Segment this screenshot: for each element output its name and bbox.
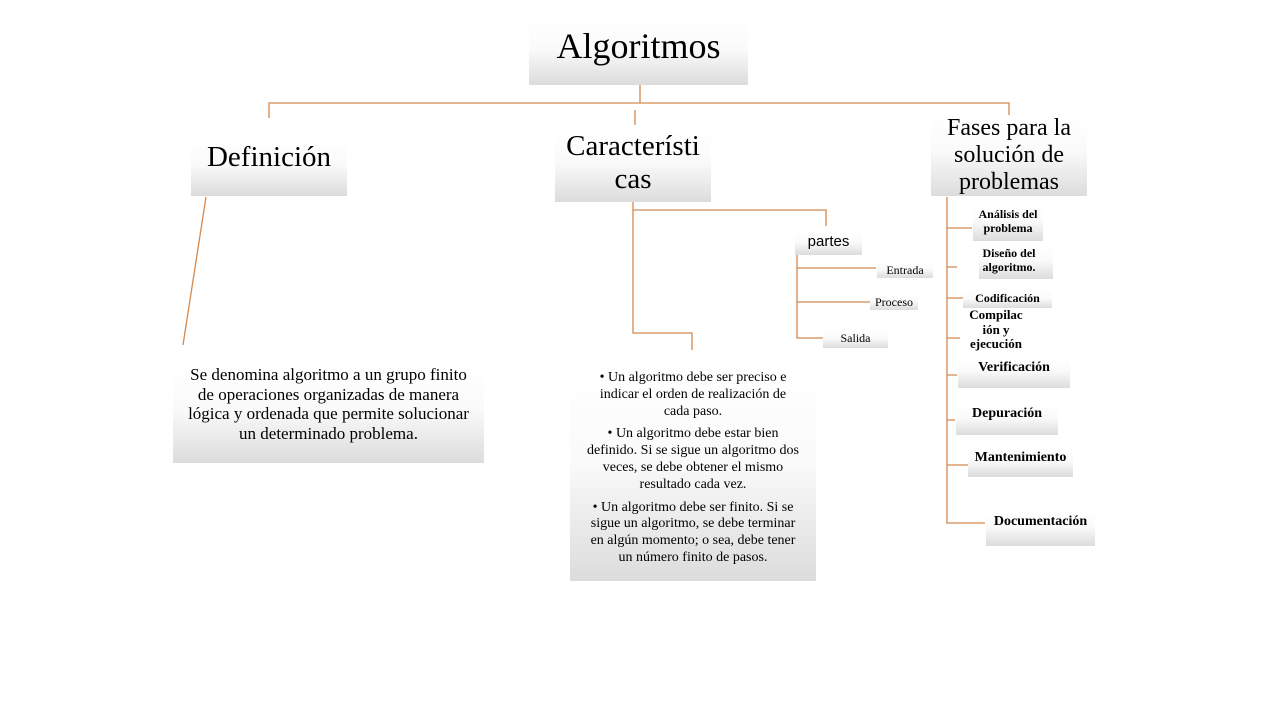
bullet-line: resultado cada vez. — [639, 476, 747, 492]
phases-label-1: Fases para la — [947, 115, 1071, 141]
definition-node — [191, 138, 347, 196]
part-label: Entrada — [886, 263, 924, 277]
bullet-line: cada paso. — [663, 403, 723, 419]
bullet-line: definido. Si se sigue un algoritmo dos — [587, 443, 799, 459]
phase-label: Análisis del — [978, 207, 1038, 221]
connector-definition — [183, 197, 206, 345]
phase-label: Depuración — [972, 406, 1042, 421]
bullet-3 — [570, 500, 816, 567]
phase-diseno — [979, 245, 1053, 279]
definition-line: lógica y ordenada que permite solucionar — [188, 404, 469, 423]
bullet-line: en algún momento; o sea, debe tener — [590, 533, 796, 549]
part-entrada — [877, 262, 933, 278]
parts-node — [795, 232, 862, 255]
part-salida — [823, 330, 888, 348]
title-text: Algoritmos — [556, 26, 721, 66]
phases-label-3: problemas — [959, 169, 1059, 195]
characteristics-text-node — [570, 365, 816, 581]
phase-analisis — [973, 205, 1043, 241]
bullet-line: • Un algoritmo debe ser finito. Si se — [592, 499, 794, 515]
phase-compilacion — [964, 308, 1028, 352]
bullet-line: un número finito de pasos. — [618, 549, 768, 565]
bullet-line: • Un algoritmo debe ser preciso e — [599, 370, 787, 385]
phase-label: problema — [983, 221, 1033, 235]
phase-label: Diseño del — [982, 246, 1036, 260]
phase-label: Mantenimiento — [974, 450, 1067, 465]
bullet-2 — [570, 426, 816, 493]
definition-label: Definición — [206, 141, 331, 173]
bullet-line: • Un algoritmo debe estar bien — [607, 426, 779, 442]
characteristics-label-1: Característi — [566, 130, 700, 162]
bullet-line: veces, se debe obtener el mismo — [602, 459, 784, 475]
part-label: Proceso — [875, 295, 913, 309]
phase-label: Compilac — [969, 307, 1023, 322]
characteristics-node — [555, 130, 711, 202]
part-proceso — [870, 294, 918, 310]
definition-line: de operaciones organizadas de manera — [197, 384, 460, 404]
phase-label: Codificación — [975, 291, 1040, 305]
phase-label: Documentación — [993, 514, 1088, 529]
parts-label: partes — [807, 233, 850, 250]
phase-label: Verificación — [978, 360, 1050, 375]
bullet-line: sigue un algoritmo, se debe terminar — [590, 516, 796, 532]
connector-root — [269, 85, 1009, 125]
part-label: Salida — [840, 331, 871, 345]
definition-line: Se denomina algoritmo a un grupo finito — [190, 365, 467, 384]
phase-mantenimiento — [968, 448, 1073, 477]
phase-label: ión y — [982, 321, 1010, 337]
title-node — [529, 20, 748, 85]
definition-text-node — [173, 365, 484, 463]
phase-documentacion — [986, 512, 1095, 546]
phase-codificacion — [963, 291, 1052, 308]
bullet-line: indicar el orden de realización de — [599, 386, 787, 402]
definition-line: un determinado problema. — [239, 423, 418, 443]
phase-label: ejecución — [970, 336, 1022, 351]
phase-depuracion — [956, 404, 1058, 435]
phases-node — [931, 115, 1087, 196]
phases-label-2: solución de — [954, 142, 1064, 168]
bullet-1 — [570, 370, 816, 420]
characteristics-label-2: cas — [614, 163, 652, 195]
phase-verificacion — [958, 358, 1070, 388]
connector-parts — [797, 255, 876, 338]
phase-label: algoritmo. — [982, 260, 1036, 274]
